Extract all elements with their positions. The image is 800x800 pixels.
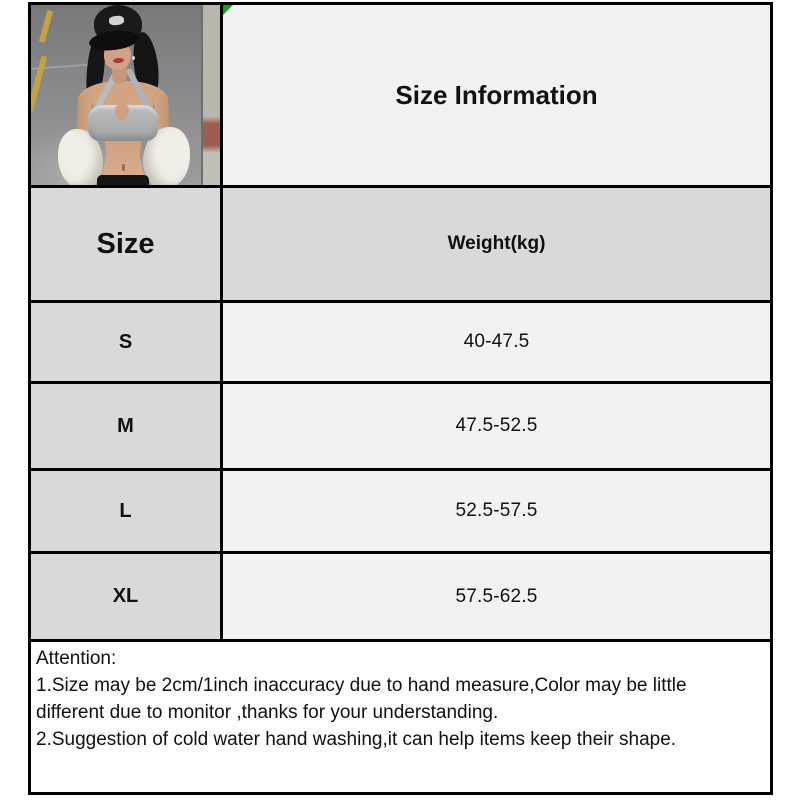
road-lane-marking — [39, 10, 53, 43]
size-label-l: L — [31, 471, 220, 551]
weight-value-l: 52.5-57.5 — [223, 471, 770, 551]
column-header-weight: Weight(kg) — [223, 188, 770, 300]
model-earring — [132, 56, 135, 60]
road-lane-marking — [31, 55, 47, 113]
attention-line: Attention: — [36, 648, 117, 669]
model-midriff — [101, 139, 145, 179]
weight-value-xl: 57.5-62.5 — [223, 554, 770, 639]
attention-line: 2.Suggestion of cold water hand washing,it can help items keep their shape. — [36, 729, 677, 750]
black-bottom — [97, 175, 149, 185]
attention-line: different due to monitor ,thanks for your understanding. — [36, 702, 499, 723]
cell-note-triangle-icon — [223, 5, 233, 15]
size-label-m: M — [31, 384, 220, 468]
size-label-s: S — [31, 303, 220, 381]
size-label-xl: XL — [31, 554, 220, 639]
weight-value-m: 47.5-52.5 — [223, 384, 770, 468]
title-cell — [223, 5, 770, 185]
column-header-size: Size — [31, 188, 220, 300]
product-photo — [31, 5, 220, 185]
size-table — [28, 2, 773, 642]
weight-value-s: 40-47.5 — [223, 303, 770, 381]
attention-line: 1.Size may be 2cm/1inch inaccuracy due to hand measure,Color may be little — [36, 675, 687, 696]
road-curb — [201, 5, 220, 185]
model-navel — [122, 164, 125, 171]
attention-note — [28, 642, 773, 795]
page-title: Size Information — [395, 79, 598, 110]
